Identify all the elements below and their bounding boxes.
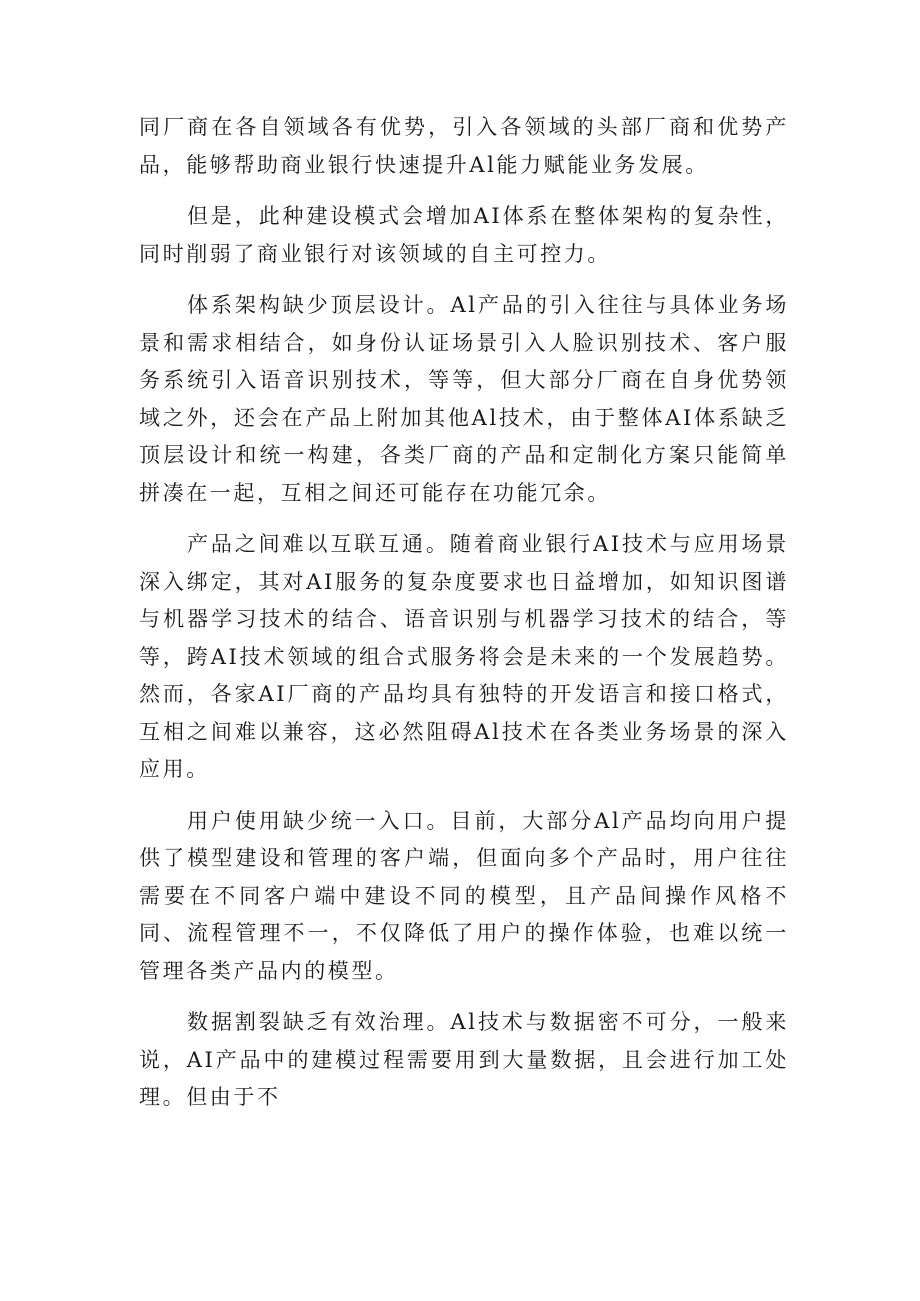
paragraph-spacer	[139, 789, 789, 803]
paragraph-spacer	[139, 273, 789, 287]
paragraph-unified-entry: 用户使用缺少统一入口。目前，大部分Al产品均向用户提供了模型建设和管理的客户端，但面向多个产品时，用户往往需要在不同客户端中建设不同的模型，且产品间操作风格不同、流程管理不一，不仅降低了用户的操作体验，也难以统一管理各类产品内的模型。	[139, 808, 789, 983]
paragraph-spacer	[139, 512, 789, 526]
paragraph-interconnection: 产品之间难以互联互通。随着商业银行AI技术与应用场景深入绑定，其对AI服务的复杂度要求也日益增加，如知识图谱与机器学习技术的结合、语音识别与机器学习技术的结合，等等，跨AI技术领域的组合式服务将会是未来的一个发展趋势。然而，各家AI厂商的产品均具有独特的开发语言和接口格式，互相之间难以兼容，这必然阻碍Al技术在各类业务场景的深入应用。	[139, 532, 789, 781]
paragraph-spacer	[139, 990, 789, 1004]
paragraph-complexity: 但是，此种建设模式会增加AI体系在整体架构的复杂性，同时削弱了商业银行对该领域的自主可控力。	[139, 204, 789, 266]
paragraph-spacer	[139, 184, 789, 198]
paragraph-data-governance: 数据割裂缺乏有效治理。Al技术与数据密不可分，一般来说，AI产品中的建模过程需要用到大量数据，且会进行加工处理。但由于不	[139, 1010, 789, 1109]
paragraph-vendor-advantages: 同厂商在各自领域各有优势，引入各领域的头部厂商和优势产品，能够帮助商业银行快速提升Al能力赋能业务发展。	[139, 115, 789, 177]
paragraph-top-level-design: 体系架构缺少顶层设计。Al产品的引入往往与具体业务场景和需求相结合，如身份认证场景引入人脸识别技术、客户服务系统引入语音识别技术，等等，但大部分厂商在自身优势领域之外，还会在产品上附加其他Al技术，由于整体AI体系缺乏顶层设计和统一构建，各类厂商的产品和定制化方案只能简单拼凑在一起，互相之间还可能存在功能冗余。	[139, 293, 789, 505]
document-body	[139, 109, 789, 1117]
